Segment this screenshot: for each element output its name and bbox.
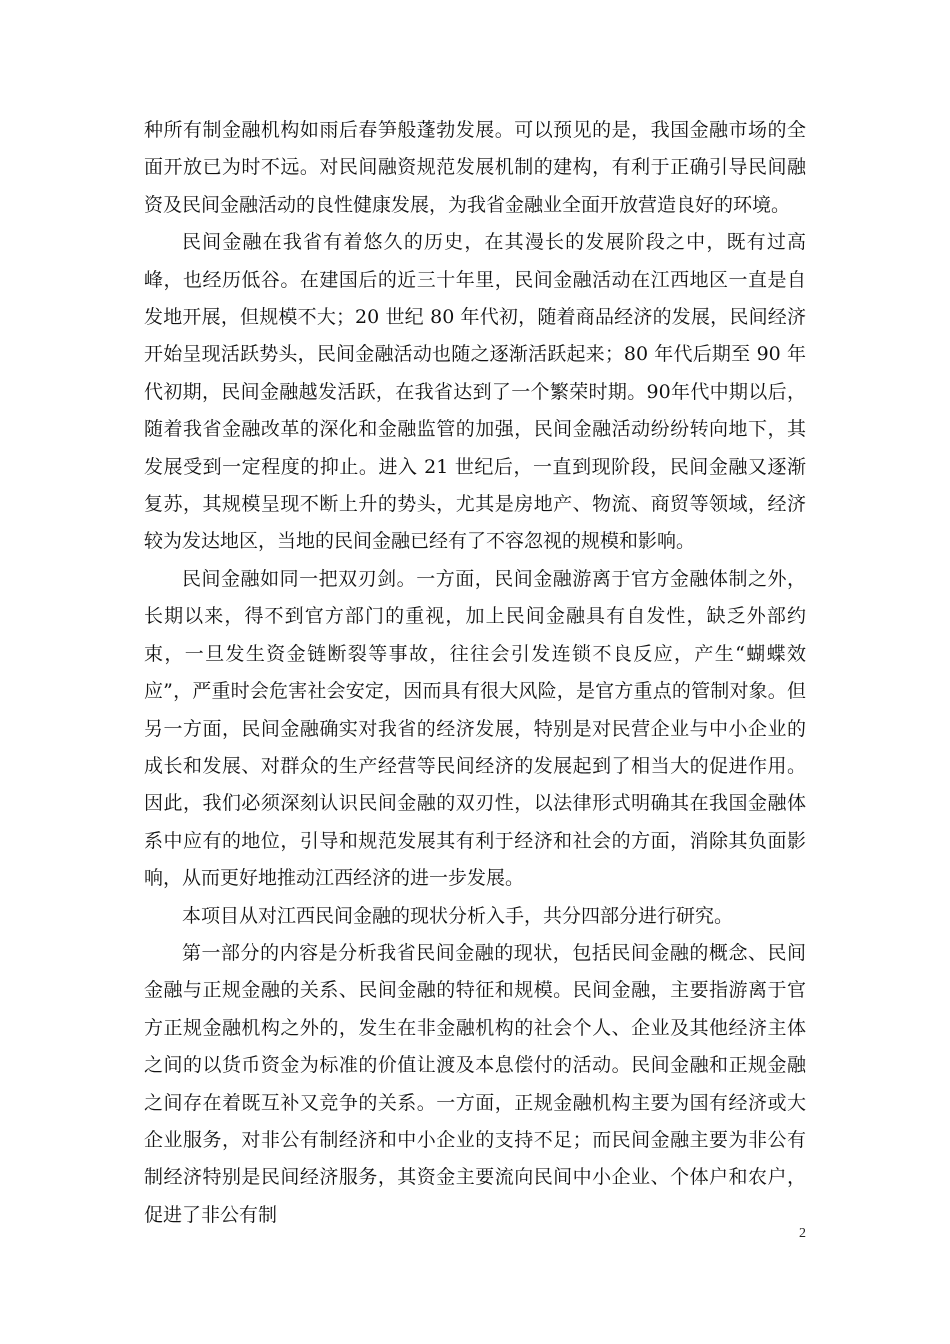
body-text (144, 112, 806, 1234)
paragraph-3: 民间金融如同一把双刃剑。一方面，民间金融游离于官方金融体制之外，长期以来，得不到官方部门的重视，加上民间金融具有自发性，缺乏外部约束，一旦发生资金链断裂等事故，往往会引发连锁不良反应，产生“蝴蝶效应”，严重时会危害社会安定，因而具有很大风险，是官方重点的管制对象。但另一方面，民间金融确实对我省的经济发展，特别是对民营企业与中小企业的成长和发展、对群众的生产经营等民间经济的发展起到了相当大的促进作用。因此，我们必须深刻认识民间金融的双刃性，以法律形式明确其在我国金融体系中应有的地位，引导和规范发展其有利于经济和社会的方面，消除其负面影响，从而更好地推动江西经济的进一步发展。 (144, 567, 806, 890)
paragraph-5: 第一部分的内容是分析我省民间金融的现状，包括民间金融的概念、民间金融与正规金融的关系、民间金融的特征和规模。民间金融，主要指游离于官方正规金融机构之外的，发生在非金融机构的社会个人、企业及其他经济主体之间的以货币资金为标准的价值让渡及本息偿付的活动。民间金融和正规金融之间存在着既互补又竞争的关系。一方面，正规金融机构主要为国有经济或大企业服务，对非公有制经济和中小企业的支持不足；而民间金融主要为非公有制经济特别是民间经济服务，其资金主要流向民间中小企业、个体户和农户，促进了非公有制 (144, 941, 806, 1226)
paragraph-4: 本项目从对江西民间金融的现状分析入手，共分四部分进行研究。 (182, 904, 734, 927)
page-number: 2 (799, 1226, 806, 1241)
paragraph-1: 种所有制金融机构如雨后春笋般蓬勃发展。可以预见的是，我国金融市场的全面开放已为时不远。对民间融资规范发展机制的建构，有利于正确引导民间融资及民间金融活动的良性健康发展，为我省金融业全面开放营造良好的环境。 (144, 119, 806, 216)
paragraph-2: 民间金融在我省有着悠久的历史，在其漫长的发展阶段之中，既有过高峰，也经历低谷。在建国后的近三十年里，民间金融活动在江西地区一直是自发地开展，但规模不大；20 世纪 80 年代初，随着商品经济的发展，民间经济开始呈现活跃势头，民间金融活动也随之逐渐活跃起来；80 年代后期至 90 年代初期，民间金融越发活跃，在我省达到了一个繁荣时期。90年代中期以后，随着我省金融改革的深化和金融监管的加强，民间金融活动纷纷转向地下，其发展受到一定程度的抑止。进入 21 世纪后，一直到现阶段，民间金融又逐渐复苏，其规模呈现不断上升的势头，尤其是房地产、物流、商贸等领域，经济较为发达地区，当地的民间金融已经有了不容忽视的规模和影响。 (144, 231, 806, 553)
